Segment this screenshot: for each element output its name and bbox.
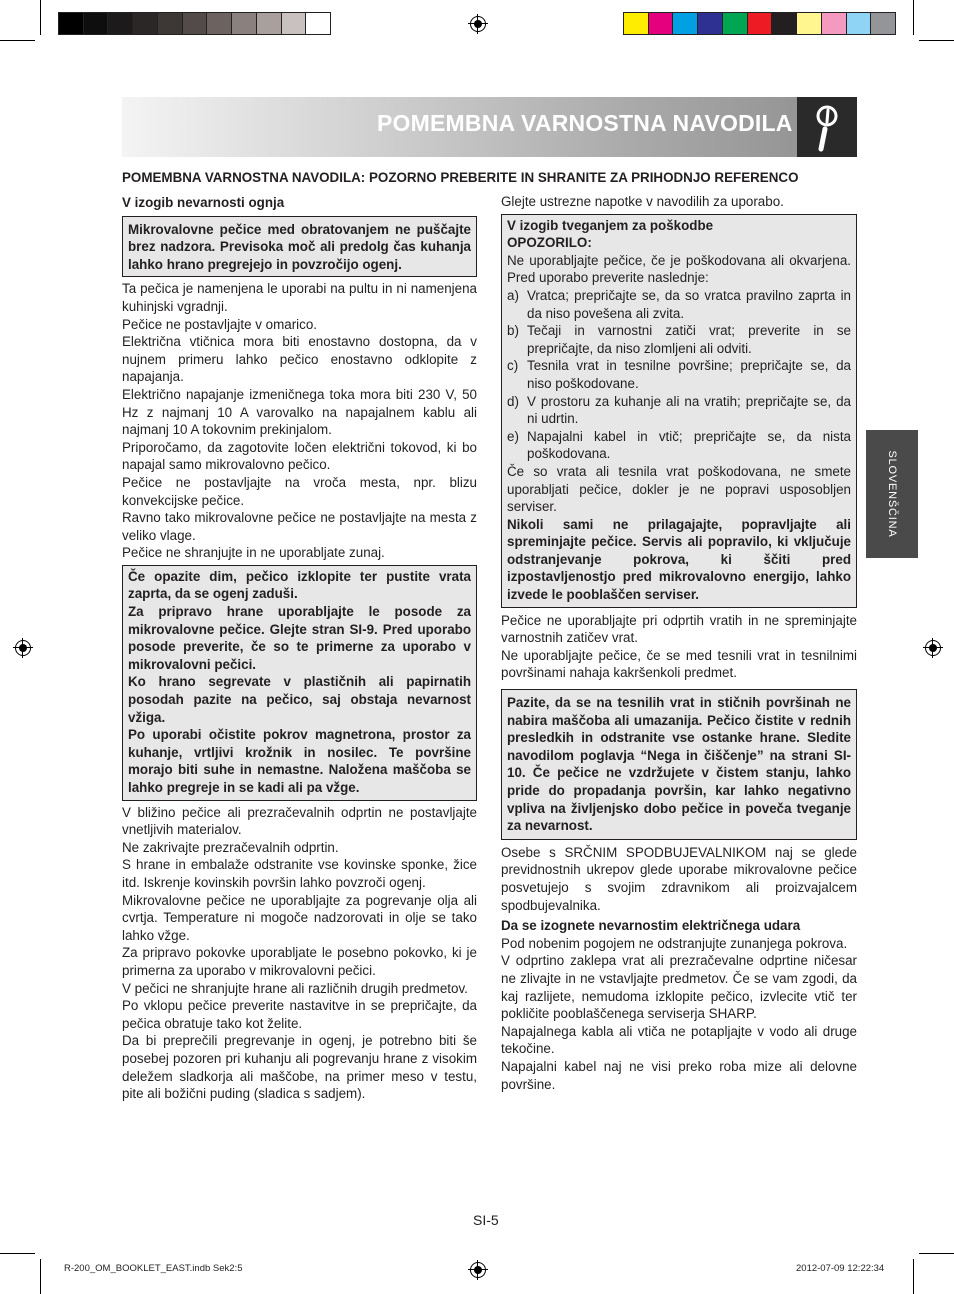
box-bold-text: Nikoli sami ne prilagajajte, popravljajte ali spreminjajte pečice. Servis ali popravilo, ki vključuje odstranjevanje pokrova, ki ščiti pred izpostavljenostjo pred mikrovalovno energijo, lahko izvede le pooblaščen serviser. [507,516,851,603]
intro-text: Glejte ustrezne napotke v navodilih za uporabo. [501,194,784,209]
paragraph: V pečici ne shranjujte hrane ali različnih drugih predmetov. [122,980,468,996]
paragraph: V odprtino zaklepa vrat ali prezračevalne odprtine ničesar ne zlivajte in ne vstavljajte predmetov. Če se vam zgodi, da kaj razlijete, nemudoma izklopite pečico, izvlecite vtič ter pokličite pooblaščenega serviserja SHARP. [501,953,857,1022]
list-item [507,393,851,428]
paragraph: Pečice ne postavljajte na vroča mesta, npr. blizu konvekcijske pečice. [122,474,477,508]
list-marker: a) [507,287,519,303]
box-text: Ne uporabljajte pečice, če je poškodovana ali okvarjena. Pred uporabo preverite naslednje: [507,252,851,286]
paragraph: Pečice ne postavljajte v omarico. [122,316,318,332]
color-swatch [182,12,208,35]
list-item [507,287,851,322]
registration-mark-icon [470,1262,486,1278]
crop-mark [0,1253,35,1254]
language-tab [866,430,918,558]
color-swatch [132,12,158,35]
registration-mark-icon [470,16,486,32]
color-swatch [672,12,698,35]
color-swatch [305,12,331,35]
page-title: POMEMBNA VARNOSTNA NAVODILA [377,110,793,136]
footer-timestamp: 2012-07-09 12:22:34 [796,1263,885,1274]
list-marker: c) [507,358,519,374]
paragraph: Priporočamo, da zagotovite ločen električni tokovod, ki bo napajal samo mikrovalovno pečico. [122,439,477,473]
list-item [507,428,851,463]
crop-mark [40,1259,41,1294]
box-text: Mikrovalovne pečice med obratovanjem ne puščajte brez nadzora. Previsoka moč ali predolg čas kuhanja lahko hrano pregrejejo in povzročijo ogenj. [128,221,471,272]
color-swatch [157,12,183,35]
list-text: Tečaji in varnostni zatiči vrat; preverite in se prepričajte, da niso zlomljeni ali odviti. [527,323,851,356]
color-swatch [83,12,109,35]
shock-heading: Da se izognete nevarnostim električnega udara [501,918,801,934]
paragraph: Če opazite dim, pečico izklopite ter pustite vrata zaprta, da se ogenj zaduši. [128,568,471,602]
right-column [501,193,857,1093]
color-swatch [747,12,773,35]
paragraph: Po vklopu pečice preverite nastavitve in se prepričajte, da pečica obratuje tako kot želite. [122,998,477,1031]
title-banner [122,97,857,157]
paragraph: V bližino pečice ali prezračevalnih odprtin ne postavljajte vnetljivih materialov. [122,804,477,838]
paragraph: Ne zakrivajte prezračevalnih odprtin. [122,839,339,855]
paragraph: Pečice ne shranjujte in ne uporabljate zunaj. [122,545,385,561]
crop-mark [919,40,954,41]
paragraph: S hrane in embalaže odstranite vse kovinske sponke, žice itd. Iskrenje kovinskih površin lahko povzroči ogenj. [122,857,477,890]
color-swatch [722,12,748,35]
color-swatch [256,12,282,35]
paragraph: Po uporabi očistite pokrov magnetrona, prostor za kuhanje, vrtljivi krožnik in nosilec. Te površine morajo biti suhe in nemastne. Naložena maščoba se lahko pregreje in se kadi ali pa vžge. [128,727,471,795]
color-swatch [107,12,133,35]
paragraph: Pod nobenim pogojem ne odstranjujte zunanjega pokrova. [501,935,848,951]
color-swatch [870,12,896,35]
box-heading: V izogib tveganjem za poškodbe [507,217,714,233]
box-warning: OPOZORILO: [507,235,592,251]
list-text: Vratca; prepričajte se, da so vratca pravilno zaprta in da niso povešena ali zvita. [527,287,851,321]
section-header: POMEMBNA VARNOSTNA NAVODILA: POZORNO PREBERITE IN SHRANITE ZA PRIHODNJO REFERENCO [122,170,799,185]
list-marker: b) [507,323,519,339]
box-text: Pazite, da se na tesnilih vrat in stičnih površinah ne nabira maščoba ali umazanija. Pečico čistite v rednih presledkih in odstranite vse ostanke hrane. Sledite navodilom poglavja “Nega in čiščenje” na strani SI-10. Če pečice ne vzdržujete v čistem stanju, lahko pride do propadanja površin, kar lahko negativno vpliva na življenjsko dobo pečice in poveča tveganje za nevarnost. [507,695,851,834]
paragraph: Mikrovalovne pečice ne uporabljajte za pogrevanje olja ali cvrtja. Temperature ni mogoče nadzorovati in olje se tako lahko vžge. [122,892,477,943]
color-swatch [771,12,797,35]
color-swatch [648,12,674,35]
warning-box [122,216,477,278]
color-swatch [58,12,84,35]
cmyk-color-bar [623,0,895,40]
injury-box [501,214,857,608]
paragraph: Za pripravo pokovke uporabljate le posebno pokovko, ki je primerna za uporabo v mikrovalovni pečici. [122,945,477,978]
registration-mark-icon [925,640,941,656]
box-text: Če so vrata ali tesnila vrat poškodovana, ne smete uporabljati pečice, dokler je ne popravi usposobljen serviser. [507,463,851,515]
footer-file-info: R-200_OM_BOOKLET_EAST.indb Sek2:5 [64,1263,243,1274]
crop-mark [913,1259,914,1294]
page-number: SI-5 [473,1212,499,1228]
paragraph: Ne uporabljajte pečice, če se med tesnili vrat in tesnilnimi površinami nahaja kakršenkoli predmet. [501,647,857,681]
crop-mark [919,1253,954,1254]
paragraph: Električno napajanje izmeničnega toka mora biti 230 V, 50 Hz z najmanj 10 A varovalko na napajalnem kablu ali najmanj 10 A tokovnim prekinjalom. [122,386,477,438]
registration-mark-icon [15,640,31,656]
color-swatch [623,12,649,35]
warning-box [122,565,477,801]
list-item [507,322,851,357]
fire-heading: V izogib nevarnosti ognja [122,195,285,210]
crop-mark [0,40,35,41]
left-column [122,194,477,1103]
paragraph: Pečice ne uporabljajte pri odprtih vratih in ne spreminjajte varnostnih zatičev vrat. [501,612,857,646]
language-label: SLOVENŠČINA [886,450,898,538]
crop-mark [913,0,914,35]
list-text: V prostoru za kuhanje ali na vratih; prepričajte se, da ni udrtin. [527,393,851,427]
paragraph: Ravno tako mikrovalovne pečice ne postavljajte na mesta z veliko vlage. [122,510,477,543]
paragraph: Za pripravo hrane uporabljajte le posode za mikrovalovne pečice. Glejte stran SI-9. Pred uporabo posode preverite, če so te primerne za uporabo v mikrovalovni pečici. [128,604,471,672]
list-item [507,357,851,392]
paragraph: Ta pečica je namenjena le uporabi na pultu in ni namenjena kuhinjski vgradnji. [122,281,477,314]
color-swatch [821,12,847,35]
paragraph: Da bi preprečili pregrevanje in ogenj, je potrebno biti še posebej pozoren pri kuhanju ali pogrevanju hrane z visokim deležem sladkorja ali maščobe, na primer meso v testu, pite ali božični puding (sladica s sadjem). [122,1033,477,1102]
paragraph: Električna vtičnica mora biti enostavno dostopna, da v nujnem primeru lahko pečico enostavno odklopite z napajanja. [122,334,477,385]
crop-mark [40,0,41,35]
paragraph: Napajalnega kabla ali vtiča ne potapljajte v vodo ali druge tekočine. [501,1023,857,1057]
list-marker: d) [507,393,519,409]
color-swatch [231,12,257,35]
list-text: Tesnila vrat in tesnilne površine; prepričajte se, da niso poškodovane. [527,358,851,391]
color-swatch [846,12,872,35]
paragraph: Ko hrano segrevate v plastičnih ali papirnatih posodah pazite na pečico, saj obstaja nevarnost vžiga. [128,674,471,725]
color-swatch [796,12,822,35]
color-swatch [281,12,307,35]
list-marker: e) [507,428,519,444]
info-icon [797,97,857,157]
grayscale-color-bar [58,0,330,40]
color-swatch [206,12,232,35]
warning-box [501,689,857,840]
pacemaker-text: Osebe s SRČNIM SPODBUJEVALNIKOM naj se glede previdnostnih ukrepov glede uporabe mikrovalovne pečice posvetujejo s svojim zdravnikom ali proizvajalcem spodbujevalnika. [501,844,857,913]
paragraph: Napajalni kabel naj ne visi preko roba mize ali delovne površine. [501,1058,857,1092]
color-swatch [697,12,723,35]
list-text: Napajalni kabel in vtič; prepričajte se, da nista poškodovana. [527,428,851,462]
